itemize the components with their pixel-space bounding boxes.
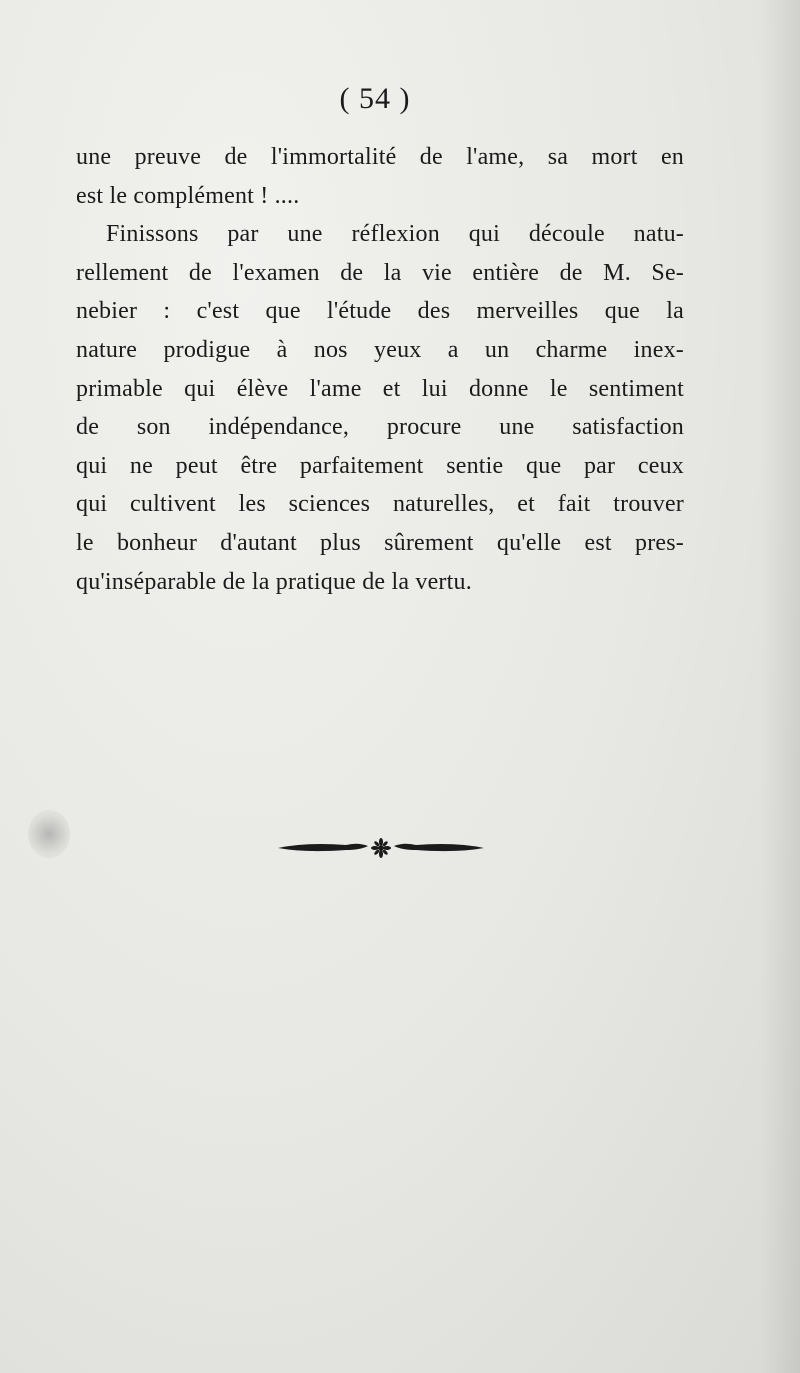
page-edge-shadow — [760, 0, 800, 1373]
text-line: rellement de l'examen de la vie entière de M. Se- — [76, 259, 684, 286]
fleuron-rule-icon — [276, 836, 486, 860]
text-line: primable qui élève l'ame et lui donne le sentiment — [76, 375, 684, 402]
text-line: nebier : c'est que l'étude des merveilles que la — [76, 298, 684, 325]
text-line: de son indépendance, procure une satisfaction — [76, 414, 684, 441]
text-line: nature prodigue à nos yeux a un charme inex- — [76, 336, 684, 363]
text-line: Finissons par une réflexion qui découle natu- — [106, 221, 684, 248]
paper-stain — [28, 810, 70, 858]
text-line: le bonheur d'autant plus sûrement qu'elle est pres- — [76, 529, 684, 556]
text-line: est le complément ! .... — [76, 182, 300, 209]
text-line: qu'inséparable de la pratique de la vertu. — [76, 568, 472, 595]
body-text — [76, 138, 684, 601]
text-line: une preuve de l'immortalité de l'ame, sa mort en — [76, 144, 684, 170]
text-line: qui ne peut être parfaitement sentie que par ceux — [76, 452, 684, 479]
page-number: ( 54 ) — [339, 82, 411, 115]
text-line: qui cultivent les sciences naturelles, et fait trouver — [76, 491, 684, 518]
